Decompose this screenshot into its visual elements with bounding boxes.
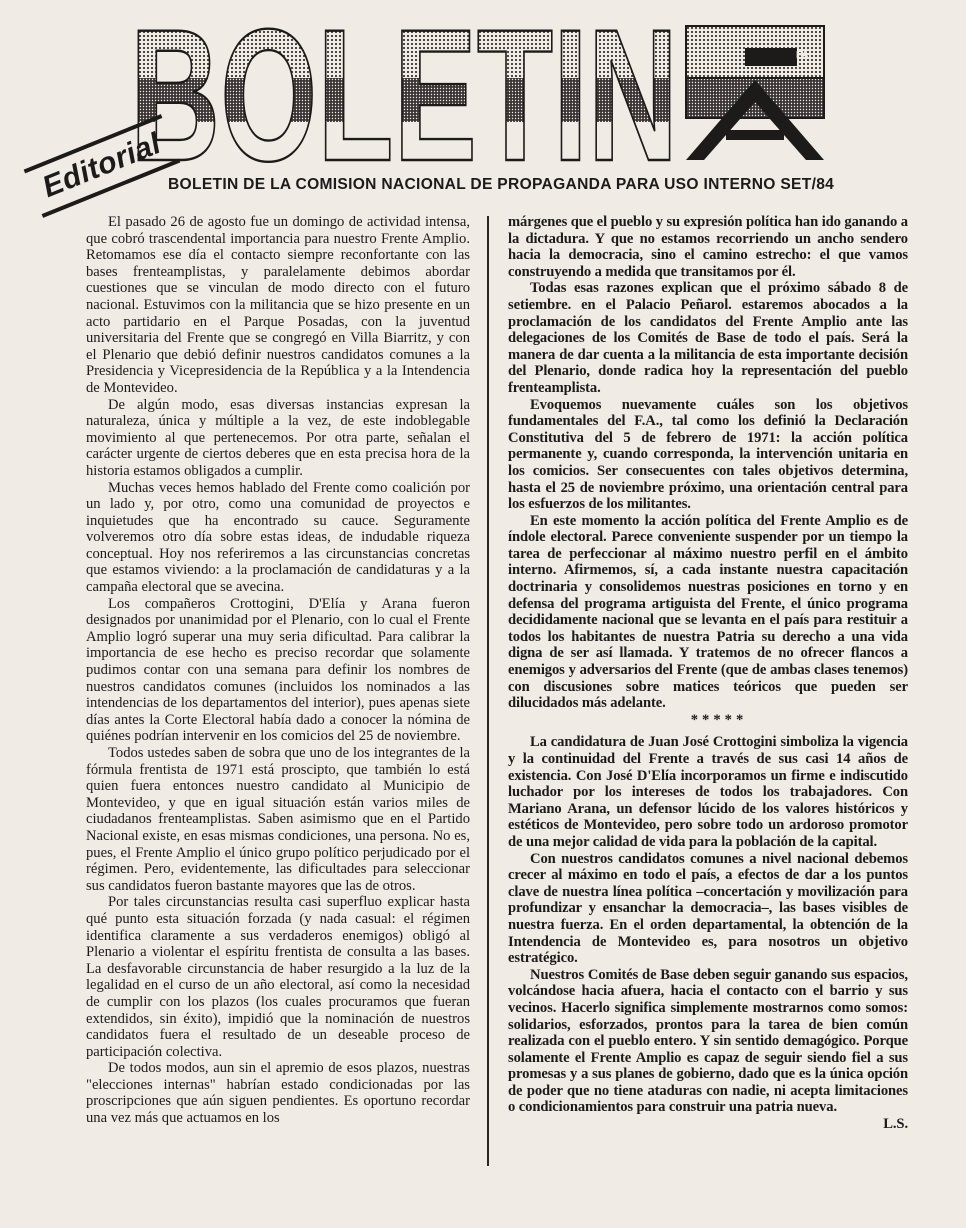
paragraph: márgenes que el pueblo y su expresión política han ido ganando a la dictadura. Y que no estamos recorriendo un ancho sendero hacia la democracia, sino el camino estrecho: el que vamos construyendo a medida que transitamos por él.: [508, 214, 908, 280]
paragraph: En este momento la acción política del Frente Amplio es de índole electoral. Parece conveniente suspender por un tiempo la tarea de perfeccionar al máximo nuestro perfil en el ámbito interno. Afirmemos, sí, a cada instante nuestra capacitación doctrinaria y consolidemos nuestras posiciones en torno y en defensa del programa artiguista del Frente, el único programa decididamente nacional que se levanta en el país para restituir a todos los habitantes de nuestra Patria su derecho a una vida digna de ser así llamada. Y tratemos de no ofrecer flancos a enemigos y adversarios del Frente (que de ambas clases tenemos) con discusiones sobre matices teóricos que pueden ser dilucidados más adelante.: [508, 512, 908, 712]
fa-emblem-letter: FA: [796, 50, 809, 61]
paragraph: Todas esas razones explican que el próximo sábado 8 de setiembre. en el Palacio Peñarol. estaremos abocados a la proclamación de los candidatos del Frente Amplio ante las delegaciones de los Comités de Base de todo el país. Será la manera de dar cuenta a la militancia de esta importante decisión del Plenario, donde radica hoy la representación del pueblo frenteamplista.: [508, 280, 908, 396]
column-divider: [487, 216, 489, 1166]
paragraph: Nuestros Comités de Base deben seguir ganando sus espacios, volcándose hacia afuera, hacia el contacto con el barrio y sus vecinos. Hacerlo significa simplemente mostrarnos como somos: solidarios, esforzados, prontos para la tarea de bien común realizada con el pueblo entero. Y sin sentido demagógico. Porque solamente el Frente Amplio es capaz de seguir siendo fiel a sus promesas y a sus planes de gobierno, dado que es la única opción de poder que no tiene ataduras con nadie, ni acepta limitaciones o condicionamientos para construir una patria nueva.: [508, 966, 908, 1116]
paragraph: Muchas veces hemos hablado del Frente como coalición por un lado y, por otro, como una comunidad de proyectos e inquietudes que ha encontrado su cauce. Seguramente volveremos otro día sobre estas ideas, de indudable riqueza conceptual. Hoy nos referiremos a las circunstancias concretas que estamos viviendo: a la proclamación de candidaturas y a la campaña electoral que se avecina.: [86, 479, 470, 596]
paragraph: La candidatura de Juan José Crottogini simboliza la vigencia y la continuidad del Frente a través de sus casi 14 años de existencia. Con José D'Elía incorporamos un firme e indiscutido luchador por los intereses de todos los trabajadores. Con Mariano Arana, un defensor lúcido de los valores históricos y estéticos de Montevideo, pero sobre todo un ardoroso promotor de una mejor calidad de vida para la población de la capital.: [508, 734, 908, 850]
author-signature: L.S.: [883, 1116, 908, 1133]
paragraph: De algún modo, esas diversas instancias expresan la naturaleza, única y múltiple a la vez, de este indoblegable movimiento al que pertenecemos. Por otra parte, señalan el carácter urgente de ciertos deberes que en esta precisa hora de la historia estamos obligados a cumplir.: [86, 396, 470, 479]
paragraph: Por tales circunstancias resulta casi superfluo explicar hasta qué punto esta situación forzada (y nada casual: el régimen identifica claramente a sus verdaderos enemigos) obligó al Plenario a violentar el espíritu frentista de consulta a las bases. La desfavorable circunstancia de haber resurgido a la luz de la legalidad en el curso de un año electoral, así como la necesidad de cumplir con los plazos (los cuales procuramos que fueran extendidos, sin éxito), impidió que la nominación de nuestros candidatos fuera el resultado de un deseable proceso de participación colectiva.: [86, 894, 470, 1060]
paragraph: El pasado 26 de agosto fue un domingo de actividad intensa, que cobró trascendental importancia para nuestro Frente Amplio. Retomamos ese día el contacto siempre reconfortante con las bases frenteamplistas, y paralelamente debimos abordar cuestiones que se vinculan de modo directo con el futuro nacional. Estuvimos con la militancia que se hizo presente en un acto partidario en el Parque Posadas, con la juventud universitaria del Frente que se congregó en Villa Biarritz, y con el Plenario que debió definir nuestros candidatos comunes a la Presidencia y Vicepresidencia de la República y a la Intendencia de Montevideo.: [86, 214, 470, 396]
editorial-stamp: Editorial: [24, 114, 181, 218]
paragraph: Evoquemos nuevamente cuáles son los objetivos fundamentales del F.A., tal como los definió la Declaración Constitutiva del 5 de febrero de 1971: la acción política permanente y, cuando corresponda, la intervención unitaria en los comicios. Ser consecuentes con tales objetivos determina, hasta el 25 de noviembre próximo, una orientación central para los esfuerzos de los militantes.: [508, 396, 908, 513]
article-left-column: [86, 214, 470, 1127]
paragraph: Con nuestros candidatos comunes a nivel nacional debemos crecer al máximo en todo el país, a efectos de dar a los puntos clave de nuestra línea política –concertación y movilización para profundizar y ensanchar la democracia–, las bases visibles de nuestra fuerza. En el orden departamental, la obtención de la Intendencia de Montevideo es, para nosotros un objetivo estratégico.: [508, 850, 908, 967]
article-right-column: [508, 214, 908, 1133]
bulletin-subtitle: BOLETIN DE LA COMISION NACIONAL DE PROPAGANDA PARA USO INTERNO SET/84: [168, 176, 835, 193]
section-stars: *****: [690, 711, 748, 728]
masthead: [0, 0, 966, 215]
logo-letters: BOLETIN: [130, 18, 678, 168]
paragraph: Todos ustedes saben de sobra que uno de los integrantes de la fórmula frentista de 1971 está proscipto, que también lo está quien fuera entonces nuestro candidato al Municipio de Montevideo, y que en igual situación están varios miles de ciudadanos frenteamplistas. Saben asimismo que en el Partido Nacional existe, en esas mismas condiciones, una persona. No es, pues, el Frente Amplio el único grupo político perjudicado por el régimen. Pero, evidentemente, las dificultades para seleccionar sus candidatos fueron bastante mayores que las de otros.: [86, 745, 470, 894]
paragraph: Los compañeros Crottogini, D'Elía y Arana fueron designados por unanimidad por el Plenario, con lo cual el Frente Amplio logró superar una muy seria dificultad. Para calibrar la importancia de ese hecho es preciso recordar que solamente pudimos contar con una semana para definir los nombres de nuestros candidatos comunes (incluidos los nominados a las intendencias de los departamentos del interior), pues apenas siete días antes la Corte Electoral había dado a conocer la nómina de quiénes podrían intervenir en los comicios del 25 de noviembre.: [86, 595, 470, 745]
paragraph: De todos modos, aun sin el apremio de esos plazos, nuestras "elecciones internas" habrían estado condicionadas por las proscripciones que aún siguen pendientes. Es oportuno recordar una vez más que actuamos en los: [86, 1060, 470, 1127]
boletin-logo: [130, 18, 830, 168]
fa-emblem: [686, 26, 824, 160]
